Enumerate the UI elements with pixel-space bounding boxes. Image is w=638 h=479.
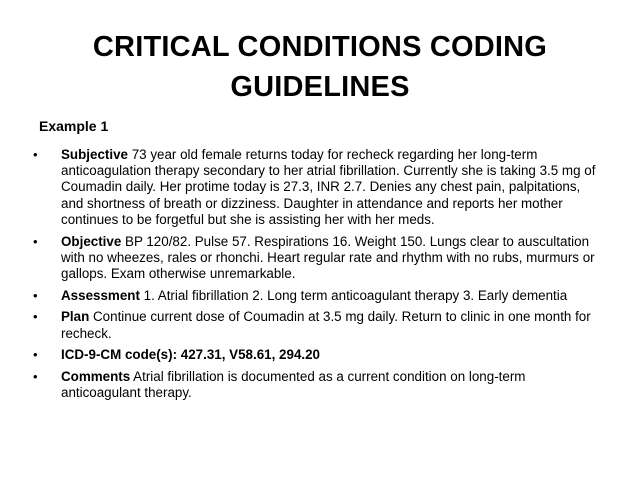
item-text: 73 year old female returns today for recheck regarding her long-term anticoagulation therapy secondary to her atrial fibrillation. Currently she is taking 3.5 mg of Coumadin daily. Her protime today is 27.3, INR 2.7. Denies any chest pain, palpitations, and shortness of breath or dizziness. Daughter in attendance and reports her mother continues to be forgetful but she is assisting her with her meds. xyxy=(61,147,596,227)
item-heading: Subjective xyxy=(61,147,128,162)
bullet-item-assessment xyxy=(32,288,604,304)
item-heading: Plan xyxy=(61,309,90,325)
bullet-item-objective xyxy=(32,234,604,283)
bullet-icon: • xyxy=(33,368,38,384)
item-heading: Comments xyxy=(61,368,131,384)
bullet-icon: • xyxy=(33,147,38,162)
item-heading: Assessment xyxy=(61,287,140,303)
item-text: 1. Atrial fibrillation 2. Long term anticoagulant therapy 3. Early dementia xyxy=(139,287,568,303)
example-label: Example 1 xyxy=(39,118,109,134)
bullet-item-comments xyxy=(32,369,604,401)
item-heading: Objective xyxy=(61,233,122,249)
bullet-item-plan xyxy=(32,309,604,341)
bullet-icon: • xyxy=(33,233,38,249)
bullet-icon: • xyxy=(33,347,38,363)
item-text: Continue current dose of Coumadin at 3.5 mg daily. Return to clinic in one month for recheck. xyxy=(61,309,591,341)
bullet-item-icd-codes xyxy=(32,347,604,363)
bullet-icon: • xyxy=(33,287,38,303)
item-heading: ICD-9-CM code(s): 427.31, V58.61, 294.20 xyxy=(61,347,321,363)
item-text: BP 120/82. Pulse 57. Respirations 16. Weight 150. Lungs clear to auscultation with no wheezes, rales or rhonchi. Heart regular rate and rhythm with no rubs, murmurs or gallops. Exam otherwise unremarkable. xyxy=(61,233,595,281)
bullet-list xyxy=(32,147,604,407)
bullet-icon: • xyxy=(33,309,38,325)
slide-title: CRITICAL CONDITIONS CODING GUIDELINES xyxy=(92,31,548,103)
bullet-item-subjective xyxy=(32,147,604,228)
item-text: Atrial fibrillation is documented as a current condition on long-term anticoagulant therapy. xyxy=(61,368,526,401)
